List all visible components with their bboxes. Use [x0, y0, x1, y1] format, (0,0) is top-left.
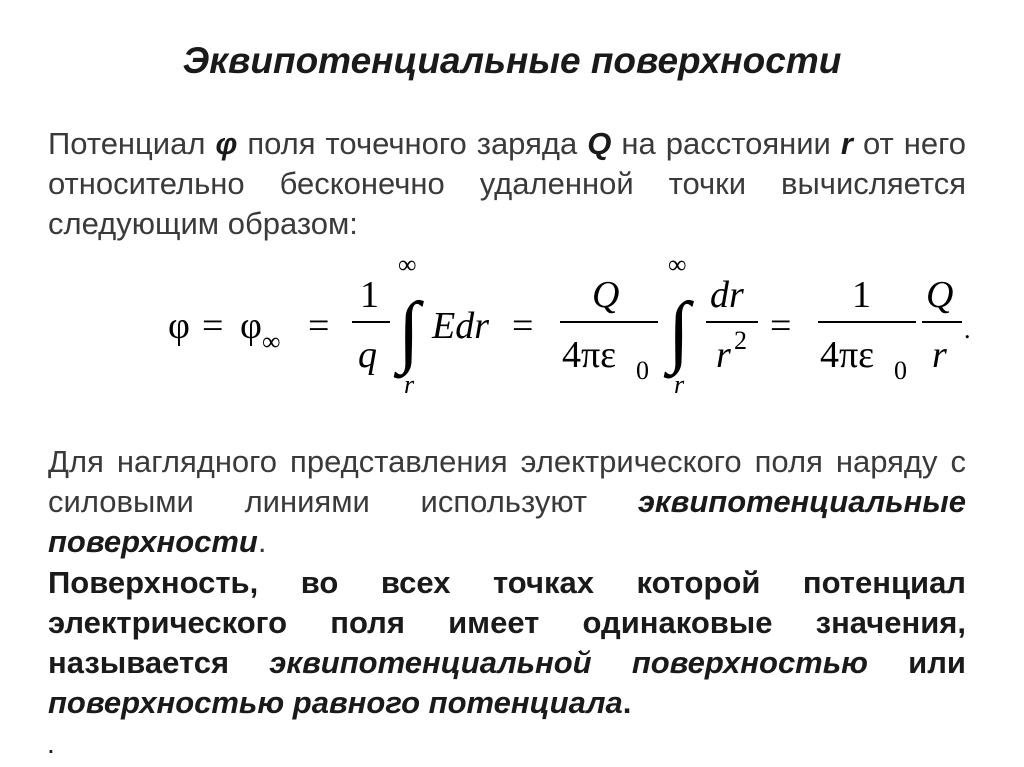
integral-lower-limit: r — [404, 370, 415, 399]
paragraph-visualization — [48, 442, 966, 562]
formula-inf-subscript: ∞ — [262, 327, 281, 356]
formula-square: 2 — [734, 326, 747, 355]
formula-4pieps: 4πε — [562, 334, 617, 376]
text: на расстоянии — [611, 126, 841, 161]
formula-equals: = — [308, 305, 330, 347]
formula-dr: dr — [710, 274, 744, 316]
formula-zero-subscript: 0 — [894, 356, 907, 385]
potential-formula — [150, 245, 990, 415]
formula-r: r — [716, 334, 731, 376]
text: или — [867, 645, 966, 680]
formula-one: 1 — [360, 274, 379, 316]
symbol-r: r — [840, 126, 853, 161]
formula-r: r — [932, 334, 947, 376]
text: поля точечного заряда — [237, 126, 588, 161]
integral-sign: ∫ — [398, 287, 420, 375]
formula-edr: Edr — [432, 305, 489, 347]
integral-lower-limit: r — [674, 370, 685, 399]
text: Для наглядного представления электрического поля наряду с силовыми линиями используют — [48, 444, 966, 519]
integral-upper-limit: ∞ — [668, 250, 687, 279]
integral-sign: ∫ — [668, 287, 690, 375]
formula-q-charge: Q — [926, 274, 954, 316]
formula-equals: = — [512, 305, 534, 347]
paragraph-potential-definition — [48, 124, 966, 244]
formula-period: . — [964, 315, 971, 344]
text: . — [622, 685, 632, 720]
formula-equals: = — [770, 305, 792, 347]
integral-upper-limit: ∞ — [398, 250, 417, 279]
term-equipotential-surfaces: эквипотенциальные поверхности — [48, 484, 966, 559]
footer-dot: . — [47, 728, 55, 759]
formula-q: q — [358, 334, 377, 376]
symbol-q: Q — [587, 126, 612, 161]
formula-q-charge: Q — [592, 274, 620, 316]
formula-phi-inf: φ — [240, 305, 262, 347]
formula-zero-subscript: 0 — [636, 356, 649, 385]
text: . — [257, 524, 267, 559]
symbol-phi: φ — [215, 126, 238, 161]
term-equal-potential-surface: поверхностью равного потенциала — [48, 685, 623, 720]
paragraph-definition — [48, 563, 966, 723]
term-equipotential-surface: эквипотенциальной поверхностью — [269, 645, 868, 680]
text: Потенциал — [48, 126, 216, 161]
text: от него относительно бесконечно удаленной точки вычисляется следующим образом: — [48, 126, 966, 241]
formula-one: 1 — [852, 274, 871, 316]
formula-4pieps: 4πε — [820, 334, 875, 376]
text: Поверхность, во всех точках которой потенциал электрического поля имеет одинаковые значения, называется — [48, 565, 966, 680]
formula-phi: φ — [168, 305, 190, 347]
slide-title: Эквипотенциальные поверхности — [182, 40, 842, 81]
formula-equals: = — [202, 305, 224, 347]
